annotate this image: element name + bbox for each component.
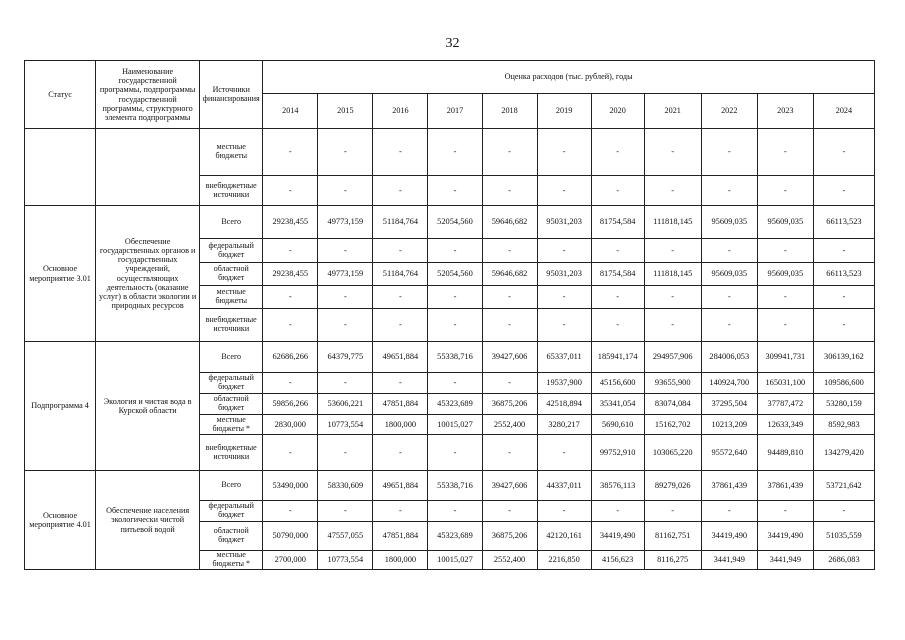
value-cell-2021: - xyxy=(644,176,701,206)
value-cell-2019: 19537,900 xyxy=(537,373,591,394)
value-cell-2018: - xyxy=(482,435,537,471)
value-cell-2017: - xyxy=(428,435,482,471)
value-cell-2014: - xyxy=(263,239,318,263)
funding-source-cell: внебюджетные источники xyxy=(200,176,263,206)
value-cell-2017: - xyxy=(428,176,482,206)
value-cell-2023: - xyxy=(757,501,813,522)
value-cell-2016: 51184,764 xyxy=(373,263,428,286)
funding-source-cell: областной бюджет xyxy=(200,263,263,286)
value-cell-2016: 49651,884 xyxy=(373,471,428,501)
value-cell-2023: 94489,810 xyxy=(757,435,813,471)
table-row xyxy=(25,129,875,176)
value-cell-2018: - xyxy=(482,129,537,176)
status-cell: Подпрограмма 4 xyxy=(25,342,96,471)
value-cell-2014: - xyxy=(263,373,318,394)
value-cell-2016: 1800,000 xyxy=(373,415,428,435)
year-header-2024: 2024 xyxy=(813,94,874,129)
value-cell-2022: - xyxy=(701,239,757,263)
value-cell-2019: 95031,203 xyxy=(537,263,591,286)
year-header-2014: 2014 xyxy=(263,94,318,129)
value-cell-2017: 55338,716 xyxy=(428,342,482,373)
program-name-cell: Экология и чистая вода в Курской области xyxy=(96,342,200,471)
value-cell-2015: 49773,159 xyxy=(318,206,373,239)
value-cell-2022: 34419,490 xyxy=(701,522,757,551)
year-header-2022: 2022 xyxy=(701,94,757,129)
value-cell-2017: - xyxy=(428,129,482,176)
value-cell-2018: 59646,682 xyxy=(482,263,537,286)
value-cell-2017: 52054,560 xyxy=(428,263,482,286)
year-header-2020: 2020 xyxy=(591,94,644,129)
value-cell-2015: 58330,609 xyxy=(318,471,373,501)
value-cell-2015: 53606,221 xyxy=(318,394,373,415)
value-cell-2022: 140924,700 xyxy=(701,373,757,394)
funding-source-cell: Всего xyxy=(200,206,263,239)
value-cell-2017: - xyxy=(428,286,482,309)
value-cell-2014: 53490,000 xyxy=(263,471,318,501)
value-cell-2014: - xyxy=(263,435,318,471)
value-cell-2020: - xyxy=(591,239,644,263)
value-cell-2023: 95609,035 xyxy=(757,263,813,286)
funding-source-cell: Всего xyxy=(200,342,263,373)
value-cell-2020: 34419,490 xyxy=(591,522,644,551)
funding-source-cell: местные бюджеты xyxy=(200,129,263,176)
value-cell-2024: - xyxy=(813,129,874,176)
value-cell-2018: 39427,606 xyxy=(482,471,537,501)
value-cell-2017: - xyxy=(428,309,482,342)
value-cell-2016: 49651,884 xyxy=(373,342,428,373)
header-name: Наименование государственной программы, подпрограммы государственной программы, структурного элемента подпрограммы xyxy=(96,61,200,129)
funding-source-cell: федеральный бюджет xyxy=(200,501,263,522)
value-cell-2021: - xyxy=(644,309,701,342)
value-cell-2022: 95572,640 xyxy=(701,435,757,471)
value-cell-2014: - xyxy=(263,129,318,176)
value-cell-2021: 81162,751 xyxy=(644,522,701,551)
value-cell-2019: - xyxy=(537,435,591,471)
value-cell-2016: 1800,000 xyxy=(373,551,428,570)
value-cell-2024: 53280,159 xyxy=(813,394,874,415)
value-cell-2016: - xyxy=(373,309,428,342)
year-header-2016: 2016 xyxy=(373,94,428,129)
value-cell-2019: 44337,011 xyxy=(537,471,591,501)
value-cell-2021: 103065,220 xyxy=(644,435,701,471)
value-cell-2024: - xyxy=(813,309,874,342)
value-cell-2024: - xyxy=(813,501,874,522)
value-cell-2018: - xyxy=(482,286,537,309)
value-cell-2015: 49773,159 xyxy=(318,263,373,286)
value-cell-2021: 8116,275 xyxy=(644,551,701,570)
value-cell-2018: 36875,206 xyxy=(482,522,537,551)
value-cell-2022: - xyxy=(701,501,757,522)
value-cell-2024: - xyxy=(813,239,874,263)
value-cell-2014: 2700,000 xyxy=(263,551,318,570)
year-header-2019: 2019 xyxy=(537,94,591,129)
value-cell-2022: - xyxy=(701,286,757,309)
value-cell-2023: - xyxy=(757,309,813,342)
value-cell-2022: - xyxy=(701,129,757,176)
value-cell-2022: 37295,504 xyxy=(701,394,757,415)
value-cell-2024: 109586,600 xyxy=(813,373,874,394)
value-cell-2021: - xyxy=(644,501,701,522)
value-cell-2023: - xyxy=(757,239,813,263)
value-cell-2021: 294957,906 xyxy=(644,342,701,373)
value-cell-2022: 95609,035 xyxy=(701,263,757,286)
value-cell-2015: - xyxy=(318,129,373,176)
value-cell-2018: - xyxy=(482,309,537,342)
value-cell-2015: - xyxy=(318,501,373,522)
value-cell-2014: - xyxy=(263,176,318,206)
value-cell-2017: 10015,027 xyxy=(428,551,482,570)
value-cell-2024: 51035,559 xyxy=(813,522,874,551)
value-cell-2024: - xyxy=(813,286,874,309)
funding-source-cell: внебюджетные источники xyxy=(200,309,263,342)
value-cell-2019: - xyxy=(537,176,591,206)
value-cell-2024: - xyxy=(813,176,874,206)
value-cell-2017: 55338,716 xyxy=(428,471,482,501)
value-cell-2022: 37861,439 xyxy=(701,471,757,501)
value-cell-2024: 306139,162 xyxy=(813,342,874,373)
value-cell-2020: 99752,910 xyxy=(591,435,644,471)
value-cell-2023: 12633,349 xyxy=(757,415,813,435)
value-cell-2019: 95031,203 xyxy=(537,206,591,239)
value-cell-2017: - xyxy=(428,239,482,263)
funding-source-cell: Всего xyxy=(200,471,263,501)
value-cell-2018: - xyxy=(482,239,537,263)
value-cell-2015: - xyxy=(318,309,373,342)
table-row xyxy=(25,342,875,373)
value-cell-2017: 45323,689 xyxy=(428,522,482,551)
value-cell-2023: 165031,100 xyxy=(757,373,813,394)
value-cell-2019: - xyxy=(537,129,591,176)
value-cell-2018: 2552,400 xyxy=(482,551,537,570)
value-cell-2016: 51184,764 xyxy=(373,206,428,239)
value-cell-2014: 50790,000 xyxy=(263,522,318,551)
value-cell-2019: - xyxy=(537,286,591,309)
value-cell-2017: 10015,027 xyxy=(428,415,482,435)
value-cell-2019: - xyxy=(537,239,591,263)
value-cell-2023: - xyxy=(757,286,813,309)
year-header-2021: 2021 xyxy=(644,94,701,129)
value-cell-2023: - xyxy=(757,176,813,206)
value-cell-2014: 29238,455 xyxy=(263,206,318,239)
value-cell-2020: 5690,610 xyxy=(591,415,644,435)
value-cell-2021: 111818,145 xyxy=(644,263,701,286)
value-cell-2024: 8592,983 xyxy=(813,415,874,435)
value-cell-2021: 83074,084 xyxy=(644,394,701,415)
value-cell-2014: 29238,455 xyxy=(263,263,318,286)
value-cell-2015: 10773,554 xyxy=(318,551,373,570)
value-cell-2022: - xyxy=(701,309,757,342)
value-cell-2021: 111818,145 xyxy=(644,206,701,239)
status-cell xyxy=(25,129,96,206)
value-cell-2015: - xyxy=(318,373,373,394)
value-cell-2019: 2216,850 xyxy=(537,551,591,570)
value-cell-2015: - xyxy=(318,239,373,263)
value-cell-2021: - xyxy=(644,129,701,176)
value-cell-2015: 10773,554 xyxy=(318,415,373,435)
header-status: Статус xyxy=(25,61,96,129)
value-cell-2015: - xyxy=(318,435,373,471)
value-cell-2014: 62686,266 xyxy=(263,342,318,373)
value-cell-2019: 65337,011 xyxy=(537,342,591,373)
value-cell-2020: 81754,584 xyxy=(591,263,644,286)
value-cell-2022: 10213,209 xyxy=(701,415,757,435)
value-cell-2023: 309941,731 xyxy=(757,342,813,373)
value-cell-2016: - xyxy=(373,129,428,176)
value-cell-2023: 37861,439 xyxy=(757,471,813,501)
value-cell-2015: - xyxy=(318,176,373,206)
status-cell: Основное мероприятие 4.01 xyxy=(25,471,96,570)
value-cell-2016: - xyxy=(373,286,428,309)
value-cell-2014: 2830,000 xyxy=(263,415,318,435)
value-cell-2023: - xyxy=(757,129,813,176)
value-cell-2021: - xyxy=(644,286,701,309)
value-cell-2016: - xyxy=(373,373,428,394)
table-body xyxy=(25,129,875,570)
value-cell-2017: 45323,689 xyxy=(428,394,482,415)
year-header-2015: 2015 xyxy=(318,94,373,129)
value-cell-2018: - xyxy=(482,373,537,394)
value-cell-2020: 185941,174 xyxy=(591,342,644,373)
value-cell-2020: - xyxy=(591,501,644,522)
value-cell-2020: - xyxy=(591,309,644,342)
value-cell-2023: 3441,949 xyxy=(757,551,813,570)
expenditure-table xyxy=(24,60,875,570)
value-cell-2016: - xyxy=(373,501,428,522)
value-cell-2023: 95609,035 xyxy=(757,206,813,239)
value-cell-2015: 64379,775 xyxy=(318,342,373,373)
value-cell-2020: - xyxy=(591,129,644,176)
value-cell-2022: - xyxy=(701,176,757,206)
value-cell-2017: 52054,560 xyxy=(428,206,482,239)
value-cell-2019: 42120,161 xyxy=(537,522,591,551)
value-cell-2022: 95609,035 xyxy=(701,206,757,239)
value-cell-2014: - xyxy=(263,501,318,522)
value-cell-2023: 34419,490 xyxy=(757,522,813,551)
value-cell-2024: 66113,523 xyxy=(813,263,874,286)
value-cell-2018: 39427,606 xyxy=(482,342,537,373)
value-cell-2021: 93655,900 xyxy=(644,373,701,394)
funding-source-cell: местные бюджеты * xyxy=(200,551,263,570)
value-cell-2021: 89279,026 xyxy=(644,471,701,501)
year-header-2017: 2017 xyxy=(428,94,482,129)
value-cell-2014: - xyxy=(263,309,318,342)
value-cell-2024: 134279,420 xyxy=(813,435,874,471)
value-cell-2014: - xyxy=(263,286,318,309)
value-cell-2019: - xyxy=(537,501,591,522)
header-estimate: Оценка расходов (тыс. рублей), годы xyxy=(263,61,875,94)
value-cell-2021: 15162,702 xyxy=(644,415,701,435)
value-cell-2020: - xyxy=(591,286,644,309)
funding-source-cell: областной бюджет xyxy=(200,522,263,551)
value-cell-2020: 81754,584 xyxy=(591,206,644,239)
funding-source-cell: внебюджетные источники xyxy=(200,435,263,471)
table-row xyxy=(25,471,875,501)
table-row xyxy=(25,206,875,239)
value-cell-2016: - xyxy=(373,435,428,471)
year-header-2018: 2018 xyxy=(482,94,537,129)
value-cell-2022: 284006,053 xyxy=(701,342,757,373)
value-cell-2023: 37787,472 xyxy=(757,394,813,415)
value-cell-2014: 59856,266 xyxy=(263,394,318,415)
funding-source-cell: федеральный бюджет xyxy=(200,239,263,263)
value-cell-2024: 66113,523 xyxy=(813,206,874,239)
page-number: 32 xyxy=(445,36,460,51)
value-cell-2018: - xyxy=(482,501,537,522)
value-cell-2018: 36875,206 xyxy=(482,394,537,415)
value-cell-2016: - xyxy=(373,176,428,206)
funding-source-cell: федеральный бюджет xyxy=(200,373,263,394)
value-cell-2016: 47851,884 xyxy=(373,522,428,551)
value-cell-2024: 2686,083 xyxy=(813,551,874,570)
header-source: Источники финансирования xyxy=(200,61,263,129)
value-cell-2022: 3441,949 xyxy=(701,551,757,570)
value-cell-2015: 47557,055 xyxy=(318,522,373,551)
value-cell-2019: 42518,894 xyxy=(537,394,591,415)
value-cell-2017: - xyxy=(428,501,482,522)
value-cell-2020: - xyxy=(591,176,644,206)
value-cell-2020: 4156,623 xyxy=(591,551,644,570)
value-cell-2018: - xyxy=(482,176,537,206)
year-header-2023: 2023 xyxy=(757,94,813,129)
value-cell-2016: 47851,884 xyxy=(373,394,428,415)
value-cell-2018: 59646,682 xyxy=(482,206,537,239)
value-cell-2021: - xyxy=(644,239,701,263)
status-cell: Основное мероприятие 3.01 xyxy=(25,206,96,342)
value-cell-2020: 38576,113 xyxy=(591,471,644,501)
program-name-cell xyxy=(96,129,200,206)
value-cell-2024: 53721,642 xyxy=(813,471,874,501)
value-cell-2015: - xyxy=(318,286,373,309)
value-cell-2019: 3280,217 xyxy=(537,415,591,435)
value-cell-2018: 2552,400 xyxy=(482,415,537,435)
funding-source-cell: местные бюджеты xyxy=(200,286,263,309)
program-name-cell: Обеспечение государственных органов и государственных учреждений, осуществляющих деятельность (оказание услуг) в области экологии и природных ресурсов xyxy=(96,206,200,342)
program-name-cell: Обеспечение населения экологически чистой питьевой водой xyxy=(96,471,200,570)
value-cell-2020: 35341,054 xyxy=(591,394,644,415)
funding-source-cell: местные бюджеты * xyxy=(200,415,263,435)
funding-source-cell: областной бюджет xyxy=(200,394,263,415)
value-cell-2017: - xyxy=(428,373,482,394)
value-cell-2016: - xyxy=(373,239,428,263)
value-cell-2019: - xyxy=(537,309,591,342)
value-cell-2020: 45156,600 xyxy=(591,373,644,394)
